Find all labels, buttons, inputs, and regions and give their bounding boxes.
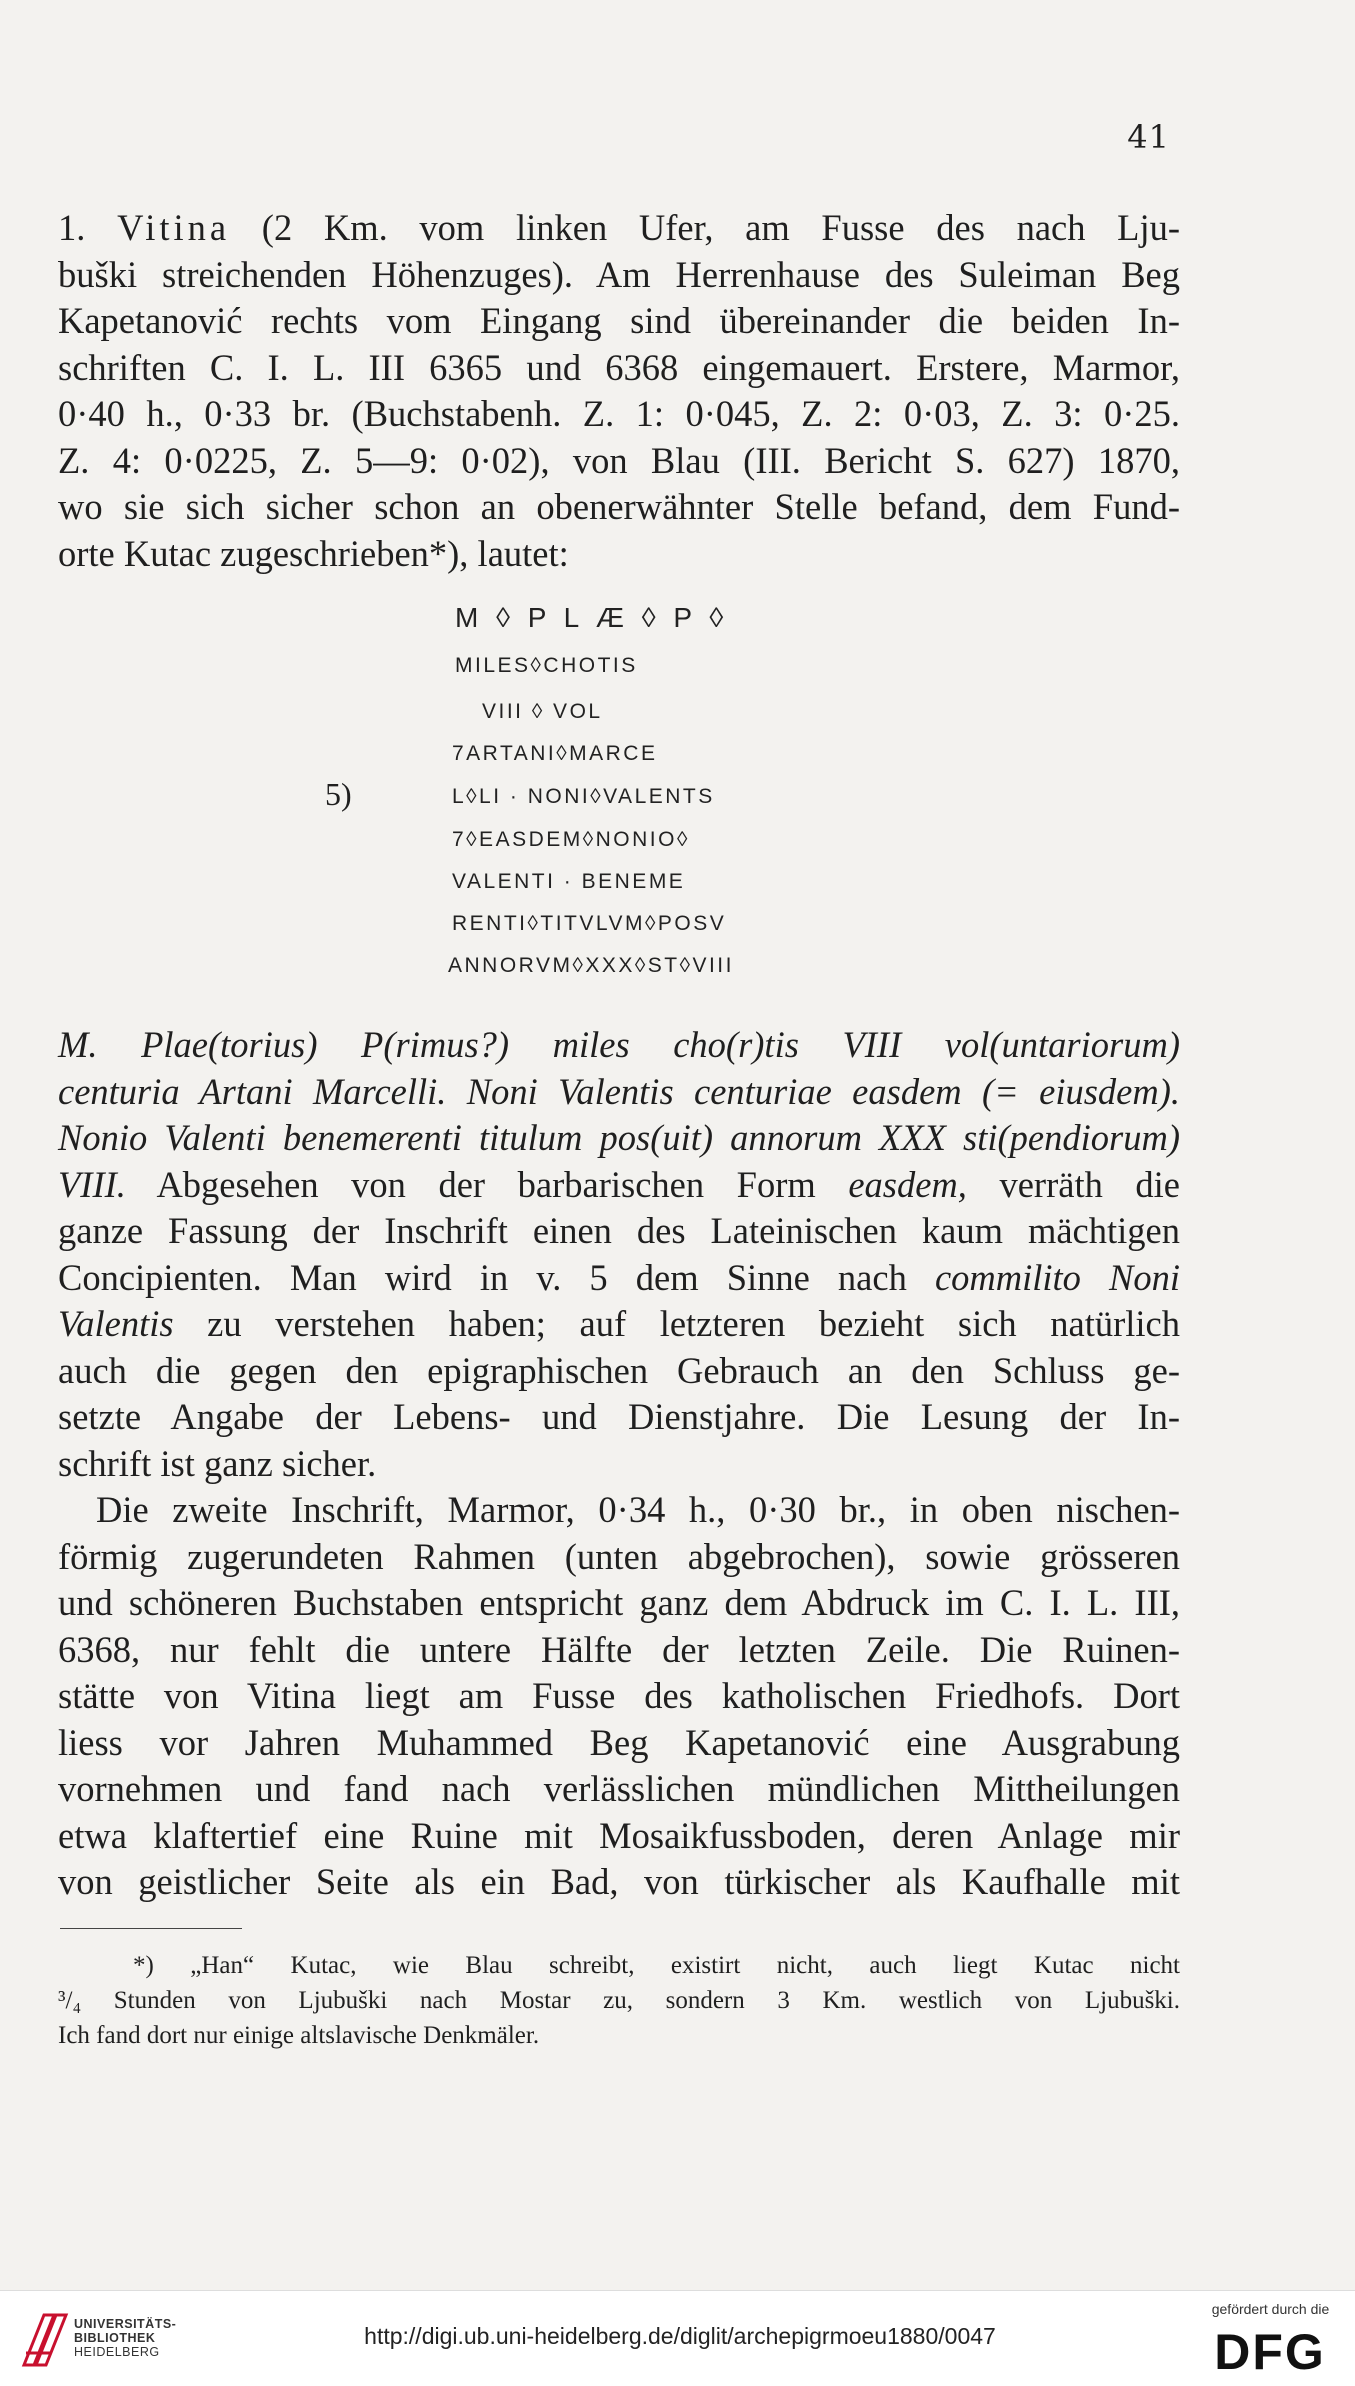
text-line: Z. 4: 0·0225, Z. 5—9: 0·02), von Blau (III. Bericht S. 627) 1870,	[58, 439, 1180, 481]
text-line: 0·40 h., 0·33 br. (Buchstabenh. Z. 1: 0·045, Z. 2: 0·03, Z. 3: 0·25.	[58, 393, 1180, 434]
text-line: Concipienten. Man wird in v. 5 dem Sinne nach commilito Noni	[58, 1256, 1180, 1298]
text-line: setzte Angabe der Lebens- und Dienstjahre. Die Lesung der In-	[58, 1396, 1180, 1437]
text-line: 1. Vitina (2 Km. vom linken Ufer, am Fusse des nach Lju-	[58, 207, 1180, 248]
inscription-line: RENTI◊TITVLVM◊POSV	[452, 912, 727, 935]
dfg-logo-icon	[1200, 2321, 1340, 2377]
inscription-line: 7◊EASDEM◊NONIO◊	[452, 828, 690, 851]
text-line: Nonio Valenti benemerenti titulum pos(uit) annorum XXX sti(pendiorum)	[58, 1117, 1180, 1158]
institution-name: UNIVERSITÄTS- BIBLIOTHEK HEIDELBERG	[74, 2317, 177, 2359]
site-name: Vitina	[117, 207, 231, 248]
text-line: schrift ist ganz sicher.	[58, 1442, 377, 1484]
text-line: 6368, nur fehlt die untere Hälfte der letzten Zeile. Die Ruinen-	[58, 1628, 1180, 1670]
text-line: förmig zugerundeten Rahmen (unten abgebrochen), sowie grösseren	[58, 1535, 1180, 1577]
funder-label: gefördert durch die	[1211, 2301, 1330, 2317]
text-line: liess vor Jahren Muhammed Beg Kapetanović eine Ausgrabung	[58, 1721, 1180, 1763]
text-line: buški streichenden Höhenzuges). Am Herrenhause des Suleiman Beg	[58, 253, 1180, 295]
paragraph-intro	[58, 205, 1180, 577]
inscription-line: M ◊ P L Æ ◊ P ◊	[455, 602, 729, 633]
inscription-line: ANNORVM◊XXX◊ST◊VIII	[448, 954, 734, 977]
paragraph-second-inscription	[58, 1487, 1180, 1906]
text-line: M. Plae(torius) P(rimus?) miles cho(r)tis VIII vol(untariorum)	[58, 1024, 1180, 1065]
transliteration	[58, 1022, 1180, 1487]
text-line: schriften C. I. L. III 6365 und 6368 eingemauert. Erstere, Marmor,	[58, 346, 1180, 388]
footnote-line: Ich fand dort nur einige altslavische Denkmäler.	[58, 2022, 540, 2049]
footnote-line: ³/₄ Stunden von Ljubuški nach Mostar zu, sondern 3 Km. westlich von Ljubuški.	[58, 1987, 1180, 2014]
page-number: 41	[1127, 118, 1170, 156]
inscription-line: MILES◊CHOTIS	[455, 654, 638, 677]
permalink-url[interactable]: http://digi.ub.uni-heidelberg.de/diglit/archepigrmoeu1880/0047	[364, 2323, 996, 2349]
text-line: etwa klaftertief eine Ruine mit Mosaikfussboden, deren Anlage mir	[58, 1814, 1180, 1856]
inscription-line: L◊LI · NONI◊VALENTS	[452, 785, 715, 808]
text-line: von geistlicher Seite als ein Bad, von türkischer als Kaufhalle mit	[58, 1861, 1180, 1902]
text-line: wo sie sich sicher schon an obenerwähnter Stelle befand, dem Fund-	[58, 486, 1180, 527]
footnote-rule	[60, 1928, 242, 1929]
svg-text:DFG: DFG	[1214, 2324, 1326, 2377]
text-line: und schöneren Buchstaben entspricht ganz dem Abdruck im C. I. L. III,	[58, 1582, 1180, 1623]
inscription-line: 7ARTANI◊MARCE	[452, 742, 658, 765]
inscription-line: VALENTI · BENEME	[452, 870, 686, 893]
inscription-line: VIII ◊ VOL	[482, 700, 603, 723]
footnote-line: *) „Han“ Kutac, wie Blau schreibt, existirt nicht, auch liegt Kutac nicht	[133, 1952, 1180, 1979]
text-line: ganze Fassung der Inschrift einen des Lateinischen kaum mächtigen	[58, 1210, 1180, 1251]
footer-bar	[0, 2290, 1355, 2386]
text-line: orte Kutac zugeschrieben*), lautet:	[58, 532, 569, 574]
text-line: Kapetanović rechts vom Eingang sind übereinander die beiden In-	[58, 300, 1180, 341]
footnote	[58, 1948, 1180, 2053]
text-line: centuria Artani Marcelli. Noni Valentis centuriae easdem (= eiusdem).	[58, 1070, 1180, 1112]
text-line: Valentis zu verstehen haben; auf letzteren bezieht sich natürlich	[58, 1303, 1180, 1344]
text-line: VIII. Abgesehen von der barbarischen Form easdem, verräth die	[58, 1163, 1180, 1205]
text-line: Die zweite Inschrift, Marmor, 0·34 h., 0·30 br., in oben nischen-	[96, 1489, 1180, 1530]
text-line: vornehmen und fand nach verlässlichen mündlichen Mittheilungen	[58, 1768, 1180, 1809]
text-line: stätte von Vitina liegt am Fusse des katholischen Friedhofs. Dort	[58, 1675, 1180, 1716]
inscription-line-number: 5)	[325, 776, 352, 812]
text-line: auch die gegen den epigraphischen Gebrauch an den Schluss ge-	[58, 1349, 1180, 1391]
